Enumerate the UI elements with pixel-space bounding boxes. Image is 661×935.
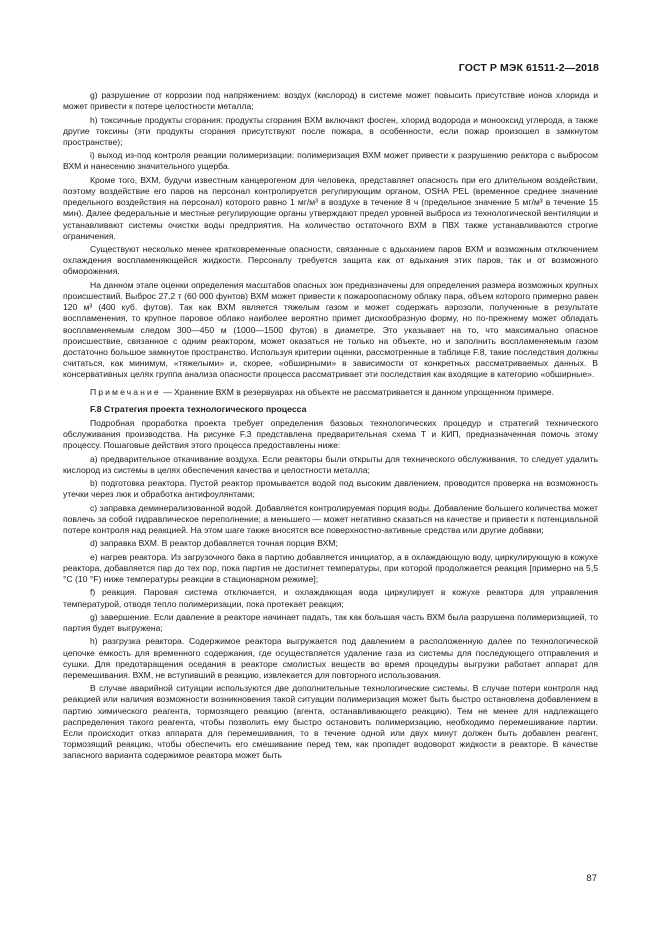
page-number: 87 <box>586 873 597 884</box>
list-item: c) заправка деминерализованной водой. Добавляется контролируемая порция воды. Добавление большего количества может повлечь за собой гидравлическое переполнение; а меньшего — может негативно сказаться на качестве и привести к потенциальной потере контроля над реакцией. На этом шаге также вносятся все поверхностно-активные средства или другие добавки; <box>63 502 598 536</box>
list-item: f) реакция. Паровая система отключается, и охлаждающая вода циркулирует в кожухе реактора для управления температурой, отводя тепло полимеризации, пока протекает реакция; <box>63 587 598 609</box>
paragraph: h) токсичные продукты сгорания: продукты сгорания ВХМ включают фосген, хлорид водорода и монооксид углерода, а также другие токсины (эти продукты сгорания присутствуют после пожара, в особенности, если пожар произошел в замкнутом пространстве); <box>63 114 598 147</box>
note-text: — Хранение ВХМ в резервуарах на объекте не рассматривается в данном упрощенном примере. <box>160 386 554 397</box>
list-item: b) подготовка реактора. Пустой реактор промывается водой под высоким давлением, проводится проверка на возможность утечки через люк и обработка антифоулянтами; <box>63 478 598 500</box>
document-body <box>63 90 598 764</box>
note <box>63 387 598 398</box>
section-heading: F.8 Стратегия проекта технологического процесса <box>90 403 307 414</box>
list-item: a) предварительное откачивание воздуха. Если реакторы были открыты для технического обслуживания, то следует удалить кислород из системы в целях обеспечения качества и целостности металла; <box>63 453 598 475</box>
paragraph: Существуют несколько менее кратковременные опасности, связанные с вдыханием паров ВХМ и возможным отключением охлаждения воспламеняющейся жидкости. Персоналу требуется защита как от вдыхания этих паров, так и от возможного обморожения. <box>63 244 598 277</box>
paragraph: На данном этапе оценки определения масштабов опасных зон предназначены для определения размера возможных крупных происшествий. Выброс 27,2 т (60 000 фунтов) ВХМ может привести к пожароопасному облаку пара, объем которого примерно равен 120 м³ (400 куб. футов). Так как ВХМ является тяжелым газом и может содержать аэрозоли, полученные в результате воспламенения, то крупное паровое облако наиболее вероятно примет дискообразную форму, но по-прежнему может обладать воспламеняемым следом 300—450 м (1000—1500 футов) в диаметре. Это указывает на то, что максимально опасное происшествие, связанное с одним реактором, может оказаться не только на объекте, но и заполнить воспламеняемым газом достаточно большое замкнутое пространство. Используя критерии оценки, рассмотренные в таблице F.8, такие последствия должны считаться, как минимум, «тяжелыми» и, скорее, «обширными» в зависимости от конкретных рассматриваемых данных. В консервативных целях группа анализа опасности процесса рассматривает эти последствия как входящие в категорию «обширные». <box>63 279 598 380</box>
paragraph: i) выход из-под контроля реакции полимеризации: полимеризация ВХМ может привести к разрушению реактора с выбросом ВХМ и нанесению значительного ущерба. <box>63 150 598 172</box>
list-item: e) нагрев реактора. Из загрузочного бака в партию добавляется инициатор, а в охлаждающую воду, циркулирующую в кожухе реактора, добавляется пар до тех пор, пока партия не достигнет температуры, при которой продолжается реакция [примерно на 5,5 °С (10 °F) ниже температуры реакции в стационарном режиме]; <box>63 551 598 585</box>
paragraph: Кроме того, ВХМ, будучи известным канцерогеном для человека, представляет опасность при его длительном воздействии, поэтому воздействие его паров на персонал контролируется регулирующим органом, OSHA PEL (временное среднее значение предельного воздействия на персонал) которого равно 1 мг/м³ в воздухе в течение 8 ч (предельное значение 5 мг/м³ в течение 15 мин). Далее федеральные и местные регулирующие органы утверждают предел уровней выброса из технологической вентиляции и устанавливают системы очистки воды предприятия. На количество остаточного ВХМ в ПВХ также устанавливаются строгие ограничения. <box>63 174 598 241</box>
paragraph: g) разрушение от коррозии под напряжением: воздух (кислород) в системе может повысить присутствие ионов хлорида и может привести к потере целостности металла; <box>63 90 598 112</box>
list-item: d) заправка ВХМ. В реактор добавляется точная порция ВХМ; <box>90 538 338 549</box>
paragraph: В случае аварийной ситуации используются две дополнительные технологические системы. В случае потери контроля над реакцией или наличия возможности возникновения такой ситуации полимеризация может быть быстро остановлена добавлением в партию химического реагента, тормозящего реакцию (агента, останавливающего реакцию). Тем не менее для надлежащего распределения такого реагента, чтобы позволить ему быстро остановить полимеризацию, необходимо перемешивание партии. Если происходит отказ аппарата для перемешивания, то в течение одной или двух минут должен быть добавлен реагент, тормозящий реакцию, чтобы обеспечить его смешивание перед тем, как пропадет водоворот жидкости в реакторе. В качестве запасного варианта содержимое реактора может быть <box>63 683 598 761</box>
note-label: Примечание <box>90 386 161 397</box>
list-item: h) разгрузка реактора. Содержимое реактора выгружается под давлением в расположенную далее по технологической цепочке емкость для временного содержания, где осуществляется удаление газа из системы для последующего отправления и сушки. Для предотвращения оседания в реакторе смолистых веществ во время процедуры выгрузки работает аппарат для перемешивания. ВХМ, не вступивший в реакцию, извлекается для повторного использования. <box>63 636 598 680</box>
list-item: g) завершение. Если давление в реакторе начинает падать, так как большая часть ВХМ была разрушена полимеризацией, то партия будет выгружена; <box>63 611 598 634</box>
document-header: ГОСТ Р МЭК 61511-2—2018 <box>458 62 599 74</box>
paragraph: Подробная проработка проекта требует определения базовых технологических процедур и стратегий технического обслуживания производства. На рисунке F.3 представлена предварительная схема Т и КИП, предназначенная помочь этому процессу. Пошаговые действия этого процесса предоставлены ниже: <box>63 417 598 451</box>
